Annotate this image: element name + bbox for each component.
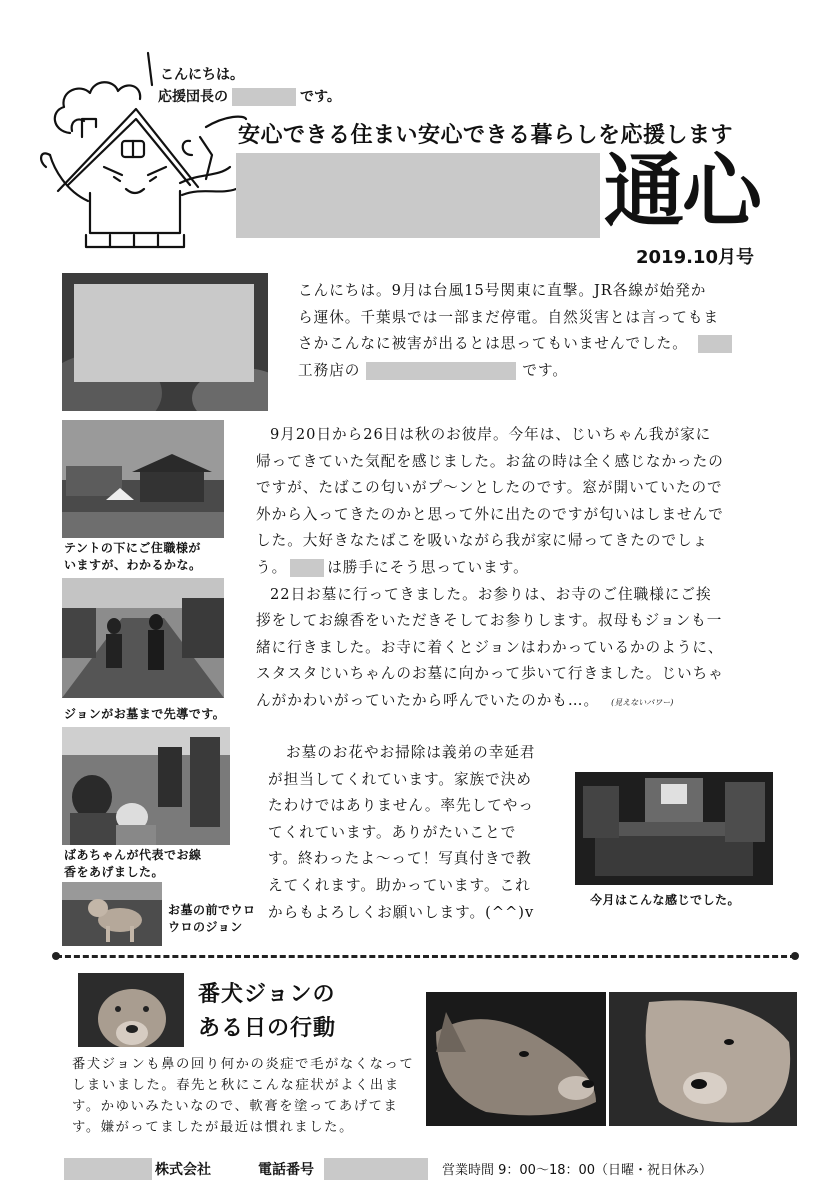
article-line: たわけではありません。率先してやっ <box>268 797 534 815</box>
dog-face-photo <box>78 973 184 1047</box>
redacted-name <box>232 88 296 106</box>
article-line: 拶をしてお線香をいただきそしてお参りします。叔母もジョンも一 <box>256 612 723 630</box>
article-line: 外から入ってきたのかと思って外に出たのですが匂いはしませんで <box>256 505 724 523</box>
article-line: スタスタじいちゃんのお墓に向かって歩いて行きました。じいちゃ <box>256 665 724 683</box>
section-divider <box>56 955 796 958</box>
article-line: 帰ってきていた気配を感じました。お盆の時は全く感じなかったの <box>256 452 724 470</box>
dog-section-text: 番犬ジョンも鼻の回り何かの炎症で毛がなくなって しまいました。春先と秋にこんな症状がよく出ま す。かゆいみたいなので、軟膏を塗ってあげてま す。嫌がってましたが最近は慣れました。 <box>72 1057 415 1135</box>
greeting-prefix: 応援団長の <box>158 89 228 105</box>
business-hours: 営業時間 9：00～18：00（日曜・祝日休み） <box>442 1163 713 1178</box>
dog-closeup-photo-1 <box>426 992 606 1126</box>
article-line: う。 は勝手にそう思っています。 <box>256 558 529 576</box>
issue-date: 2019.10月号 <box>636 247 754 268</box>
intro-line: ら運休。千葉県では一部まだ停電。自然災害とは言ってもま <box>298 308 720 326</box>
article-line: した。大好きなたばこを吸いながら我が家に帰ってきたのでしょ <box>256 532 709 550</box>
redacted-name <box>698 335 732 353</box>
redacted-company-logo <box>236 153 600 238</box>
intro-line: さかこんなに被害が出るとは思ってもいませんでした。 <box>298 331 778 358</box>
article-line: 緒に行きました。お寺に着くとジョンはわかっているかのように、 <box>256 638 724 656</box>
article-line: 9月20日から26日は秋のお彼岸。今年は、じいちゃん我が家に <box>270 426 712 443</box>
temple-caption: テントの下にご住職様が いますが、わかるかな。 <box>64 541 202 572</box>
dog-grave-caption: お墓の前でウロ ウロのジョン <box>168 903 256 934</box>
side-note: (見えないパワー) <box>611 697 674 707</box>
grave-care-text <box>268 740 568 926</box>
intro-text <box>298 278 778 384</box>
article-line: お墓のお花やお掃除は義弟の幸延君 <box>286 744 536 761</box>
divider-dot <box>791 952 799 960</box>
divider-dot <box>52 952 60 960</box>
altar-photo <box>575 772 773 885</box>
temple-photo <box>62 420 224 538</box>
article-line: からもよろしくお願いします。(^^)v <box>268 903 535 921</box>
article-line: てくれています。ありがたいことで <box>268 823 517 841</box>
dog-closeup-photo-2 <box>609 992 797 1126</box>
article-line: が担当してくれています。家族で決め <box>268 770 532 788</box>
masthead-title: 通心 <box>604 145 760 238</box>
walk-photo <box>62 578 224 698</box>
walk-caption: ジョンがお墓まで先導です。 <box>64 707 226 721</box>
altar-caption: 今月はこんな感じでした。 <box>590 893 741 907</box>
tagline: 安心できる住まい安心できる暮らしを応援します <box>238 123 734 148</box>
dog-section-title: 番犬ジョンの ある日の行動 <box>198 982 337 1041</box>
redacted-company-name <box>64 1158 152 1180</box>
article-body <box>256 422 776 717</box>
redacted-name <box>366 362 516 380</box>
company-suffix: 株式会社 <box>155 1162 211 1178</box>
phone-label: 電話番号 <box>258 1162 314 1178</box>
article-line: んがかわいがっていたから呼んでいたのかも…。 (見えないパワー) <box>256 691 674 709</box>
grandma-photo <box>62 727 230 845</box>
greeting-line-2 <box>158 86 341 106</box>
redacted-phone-number <box>324 1158 428 1180</box>
article-line: ですが、たばこの匂いがプ～ンとしたのです。窓が開いていたので <box>256 479 723 497</box>
intro-line: こんにちは。9月は台風15号関東に直撃。JR各線が始発か <box>298 282 707 299</box>
article-line: えてくれます。助かっています。これ <box>268 876 531 894</box>
article-line: す。終わったよ～って！写真付きで教 <box>268 850 532 868</box>
intro-line: 工務店の です。 <box>298 361 569 379</box>
greeting-line-1: こんにちは。 <box>160 67 244 83</box>
article-line: 22日お墓に行ってきました。お参りは、お寺のご住職様にご挨 <box>270 585 712 603</box>
redacted-author-face <box>74 284 254 382</box>
redacted-name <box>290 559 324 577</box>
grandma-caption: ばあちゃんが代表でお線 香をあげました。 <box>64 848 202 879</box>
greeting-suffix: です。 <box>300 89 341 105</box>
dog-grave-photo <box>62 882 162 946</box>
